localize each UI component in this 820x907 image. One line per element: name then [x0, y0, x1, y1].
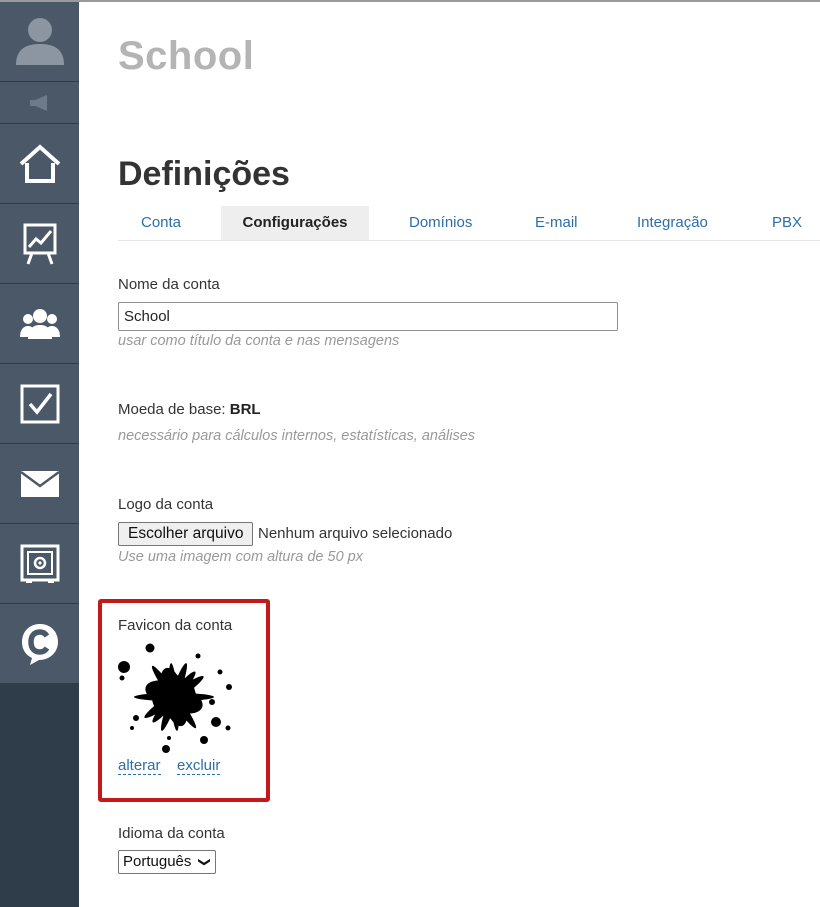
mail-icon	[20, 470, 60, 498]
chevron-down-icon: ❯	[197, 856, 212, 868]
logo-hint: Use uma imagem com altura de 50 px	[118, 549, 363, 565]
currency-value: BRL	[229, 401, 261, 418]
sidebar-item-reports[interactable]	[0, 204, 79, 284]
favicon-change-link[interactable]: alterar	[118, 757, 161, 774]
page-title: Definições	[118, 155, 290, 193]
tasks-icon	[20, 384, 60, 424]
user-avatar[interactable]	[0, 0, 79, 82]
language-selected-value: Português	[123, 853, 192, 870]
account-title: School	[118, 34, 255, 78]
sidebar-item-tasks[interactable]	[0, 364, 79, 444]
language-label: Idioma da conta	[118, 825, 225, 842]
logo-c-icon	[20, 622, 60, 666]
tab-dominios[interactable]: Domínios	[409, 214, 473, 231]
account-name-hint: usar como título da conta e nas mensagens	[118, 333, 400, 349]
user-avatar-icon	[12, 13, 68, 69]
currency-row	[118, 401, 261, 418]
sidebar-item-chat[interactable]	[0, 604, 79, 684]
tab-conta[interactable]: Conta	[141, 214, 182, 231]
language-select[interactable]	[118, 850, 216, 874]
account-name-input[interactable]	[118, 302, 618, 331]
announcement-toggle[interactable]	[0, 82, 79, 124]
sidebar-item-contacts[interactable]	[0, 284, 79, 364]
megaphone-icon	[27, 95, 53, 111]
favicon-ink-splat-image	[116, 642, 236, 757]
file-status-text: Nenhum arquivo selecionado	[258, 525, 453, 542]
tab-configuracoes[interactable]: Configurações	[221, 206, 369, 240]
favicon-delete-link[interactable]: excluir	[177, 757, 221, 774]
chart-icon	[22, 222, 58, 266]
logo-label: Logo da conta	[118, 496, 214, 513]
account-name-label: Nome da conta	[118, 276, 220, 293]
tab-email[interactable]: E-mail	[535, 214, 578, 231]
tab-integracao[interactable]: Integração	[637, 214, 708, 231]
currency-hint: necessário para cálculos internos, estatísticas, análises	[118, 428, 476, 444]
team-icon	[18, 307, 62, 341]
sidebar-item-mail[interactable]	[0, 444, 79, 524]
choose-file-button[interactable]: Escolher arquivo	[118, 522, 253, 546]
top-border	[0, 0, 820, 2]
sidebar-empty-area	[0, 684, 79, 907]
favicon-label: Favicon da conta	[118, 617, 233, 634]
sidebar-item-finance[interactable]	[0, 524, 79, 604]
sidebar-item-home[interactable]	[0, 124, 79, 204]
sidebar	[0, 0, 79, 907]
safe-icon	[20, 544, 60, 584]
settings-tabs	[118, 206, 820, 241]
home-icon	[18, 144, 62, 184]
tab-pbx[interactable]: PBX	[772, 214, 803, 231]
currency-label: Moeda de base:	[118, 401, 226, 418]
